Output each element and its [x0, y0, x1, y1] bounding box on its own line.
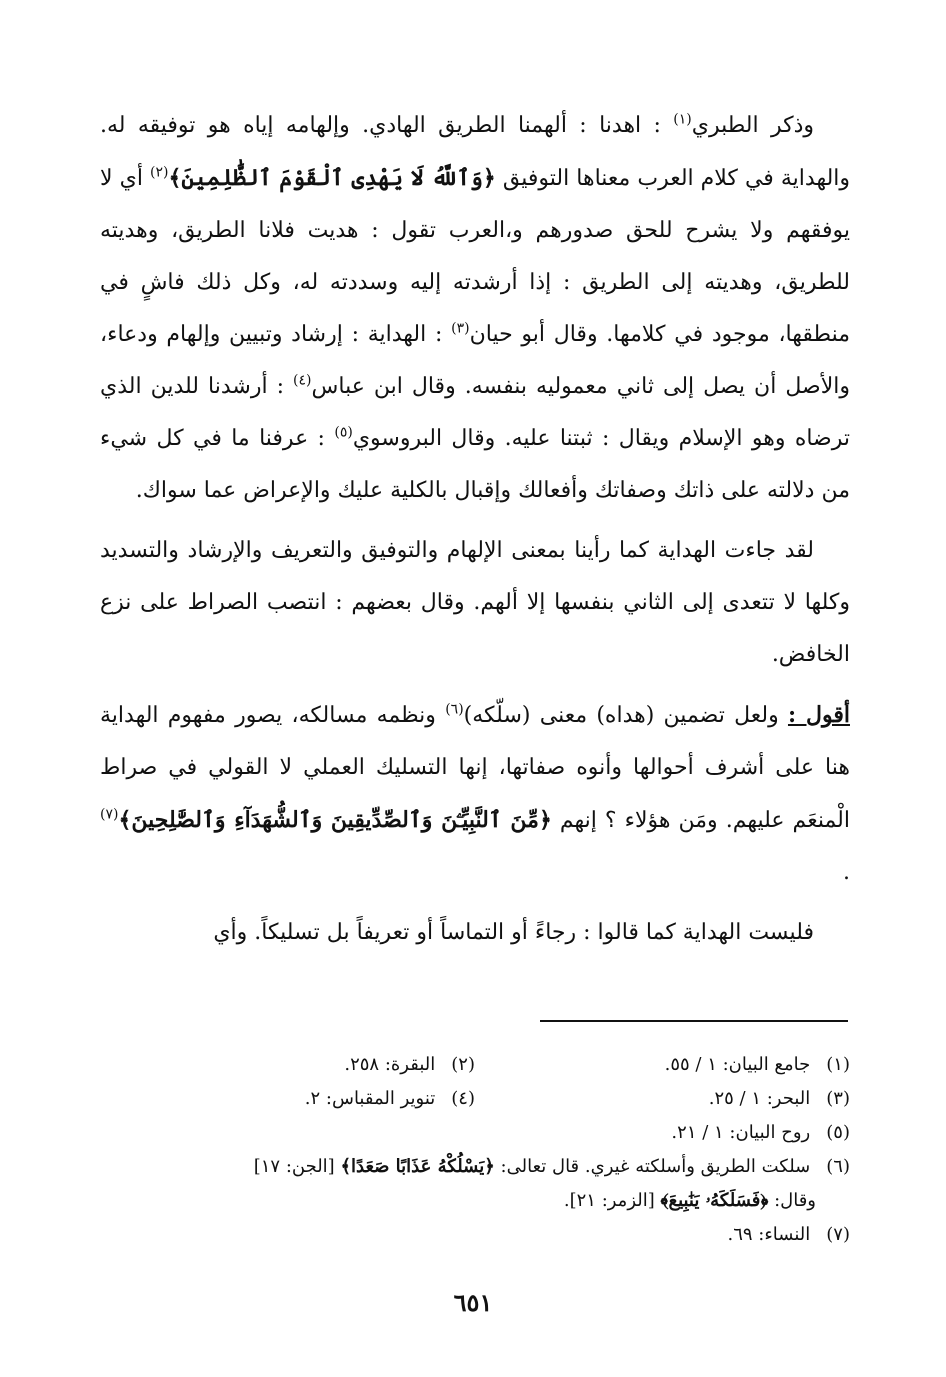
footnote-row	[100, 1116, 850, 1150]
page-number: ٦٥١	[453, 1288, 493, 1317]
footnote-ref-4[interactable]: (٤)	[293, 372, 312, 389]
footnote-divider	[540, 1020, 848, 1022]
text-span: : أرشدنا للدين الذي ترضاه وهو الإسلام ويقال : ثبتنا عليه. وقال البروسوي	[100, 374, 851, 451]
footnote-3	[475, 1082, 850, 1116]
footnote-ref-2[interactable]: (٢)	[150, 164, 169, 181]
quran-verse: ﴿مِّنَ ٱلنَّبِيِّـۧنَ وَٱلصِّدِّيقِينَ وَٱلشُّهَدَآءِ وَٱلصَّٰلِحِينَ﴾	[118, 807, 552, 833]
footnote-text: البقرة: ٢٥٨.	[344, 1054, 436, 1075]
footnote-4	[100, 1082, 475, 1116]
footnote-number: (٣)	[826, 1088, 850, 1109]
text-span: ولعل تضمين (هداه) معنى (سلّكه)	[463, 703, 779, 728]
footnote-number: (٥)	[826, 1122, 850, 1143]
footnote-ref-7[interactable]: (٧)	[100, 806, 119, 823]
footnote-row	[100, 1082, 850, 1116]
text-span: .	[843, 860, 850, 885]
footnote-row	[100, 1048, 850, 1082]
footnote-5	[100, 1116, 850, 1150]
footnote-text: جامع البيان: ١ / ٥٥.	[664, 1054, 811, 1075]
footnote-2	[100, 1048, 475, 1082]
footnote-6	[100, 1150, 850, 1184]
footnote-row	[100, 1184, 850, 1218]
text-span: ونظمه مسالكه، يصور مفهوم الهداية هنا على أشرف أحوالها وأنوه صفاتها، إنها التسليك العملي لا القولي في صراط الْمنعَم عليهم. ومَن هؤلاء ؟ إنهم	[100, 703, 850, 833]
paragraph-4: فليست الهداية كما قالوا : رجاءً أو التماساً أو تعريفاً بل تسليكاً. وأي	[213, 920, 814, 945]
text-span: : الهداية : إرشاد وتبيين وإلهام ودعاء، والأصل أن يصل إلى ثاني معموليه بنفسه. وقال ابن عباس	[100, 322, 850, 399]
footnote-row	[100, 1150, 850, 1184]
footnote-text: وقال:	[774, 1190, 816, 1211]
footnote-number: (٢)	[451, 1054, 475, 1075]
footnote-number: (٤)	[451, 1088, 475, 1109]
footnote-1	[475, 1048, 850, 1082]
footnote-6-continued	[100, 1184, 850, 1218]
quran-verse: ﴿فَسَلَكَهُۥ يَنَٰبِيعَ﴾	[660, 1190, 769, 1211]
paragraph-1	[100, 100, 850, 517]
footnote-7	[100, 1218, 850, 1252]
footnote-number: (١)	[826, 1054, 850, 1075]
text-span: : عرفنا ما في كل شيء من دلالته على ذاتك وصفاتك وأفعالك وإقبال بالكلية عليك والإعراض عما سواك.	[100, 426, 850, 503]
footnote-ref-6[interactable]: (٦)	[445, 701, 464, 718]
footnote-number: (٦)	[826, 1156, 850, 1177]
footnote-ref-1[interactable]: (١)	[673, 111, 692, 128]
footnote-row	[100, 1218, 850, 1252]
footnote-text: البحر: ١ / ٢٥.	[708, 1088, 811, 1109]
footnote-text: النساء: ٦٩.	[727, 1224, 811, 1245]
paragraph-3	[100, 689, 850, 899]
footnote-text: روح البيان: ١ / ٢١.	[671, 1122, 811, 1143]
paragraph-2: لقد جاءت الهداية كما رأينا بمعنى الإلهام والتوفيق والتعريف والإرشاد والتسديد وكلها لا تتعدى إلى الثاني بنفسها إلا ألهم. وقال بعضهم : انتصب الصراط على نزع الخافض.	[100, 538, 850, 667]
quran-verse: ﴿وَٱللَّهُ لَا يَهْدِى ٱلْقَوْمَ ٱلظَّٰلِمِينَ﴾	[168, 165, 496, 191]
footnotes	[100, 1048, 850, 1252]
verse-reference: [الزمر: ٢١].	[563, 1190, 655, 1211]
footnote-ref-5[interactable]: (٥)	[334, 424, 353, 441]
main-text	[100, 100, 850, 959]
quran-verse: ﴿يَسْلُكْهُ عَذَابًا صَعَدًا﴾	[340, 1156, 495, 1177]
verse-reference: [الجن: ١٧]	[253, 1156, 335, 1177]
text-span: أي لا يوفقهم ولا يشرح للحق صدورهم و،العرب تقول : هديت فلانا الطريق، وهديته للطريق، وهديته إلى الطريق : إذا أرشدته إليه وسددته له، وكل ذلك فاشٍ في منطقها، موجود في كلامها. وقال أبو حيان	[100, 166, 851, 347]
footnote-text: سلكت الطريق وأسلكته غيري. قال تعالى:	[500, 1156, 811, 1177]
footnote-number: (٧)	[826, 1224, 850, 1245]
footnote-ref-3[interactable]: (٣)	[451, 320, 470, 337]
footnote-text: تنوير المقباس: ٢.	[304, 1088, 436, 1109]
term-aqul: أقول :	[787, 702, 850, 728]
text-span: : اهدنا : ألهمنا الطريق الهادي. وإلهامه إياه هو توفيقه له. والهداية في كلام العرب معناها التوفيق	[100, 113, 851, 191]
text-span: وذكر الطبري	[691, 113, 814, 138]
